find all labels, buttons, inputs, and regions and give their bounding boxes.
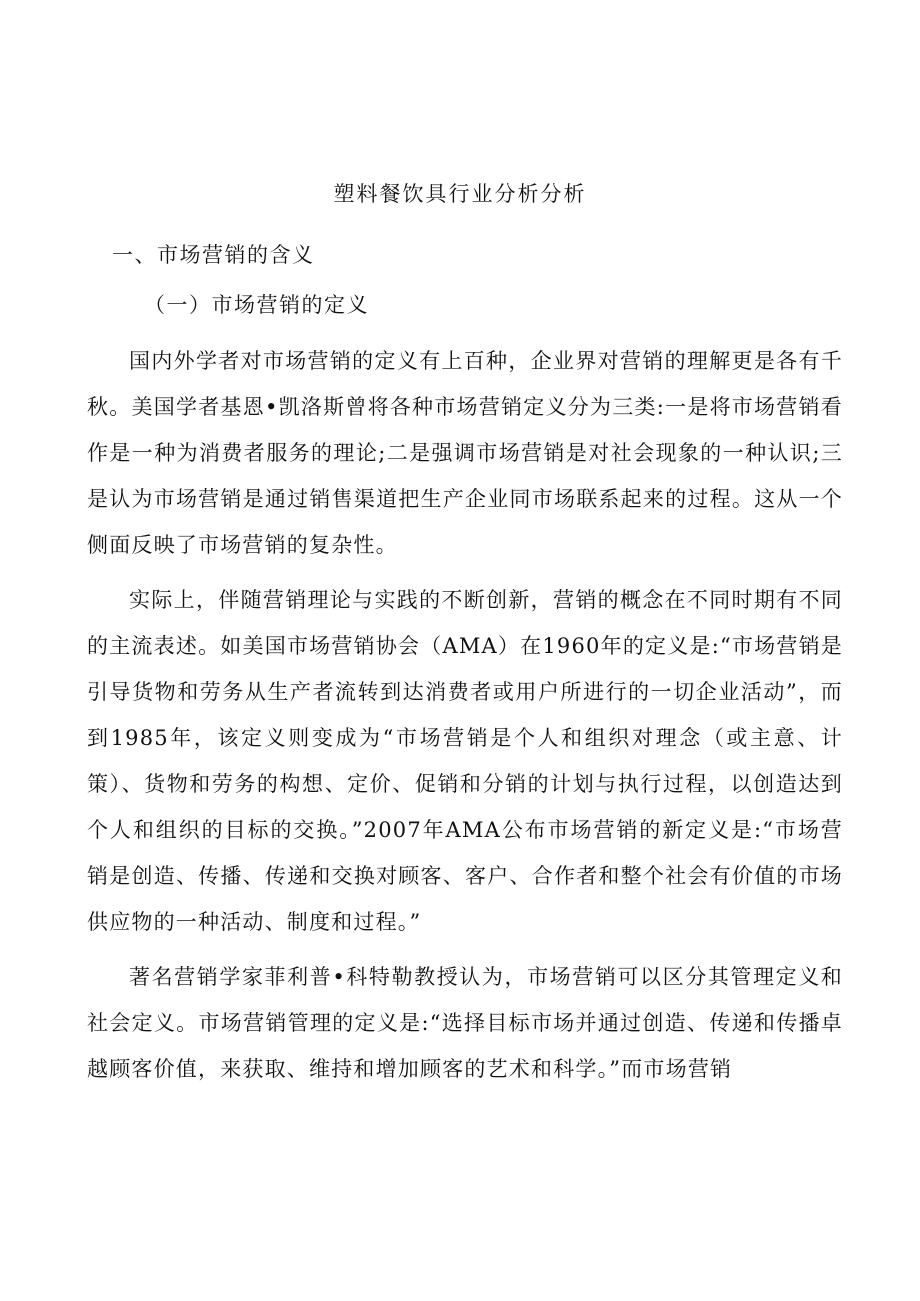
document-title: 塑料餐饮具行业分析分析	[333, 182, 587, 206]
paragraph-3: 著名营销学家菲利普•科特勒教授认为，市场营销可以区分其管理定义和社会定义。市场营销管理的定义是:“选择目标市场并通过创造、传递和传播卓越顾客价值，来获取、维持和增加顾客的艺术和科学。”而市场营销	[87, 965, 843, 1081]
section-heading: 一、市场营销的含义	[112, 243, 315, 267]
paragraph-1: 国内外学者对市场营销的定义有上百种，企业界对营销的理解更是各有千秋。美国学者基恩•凯洛斯曾将各种市场营销定义分为三类:一是将市场营销看作是一种为消费者服务的理论;二是强调市场营销是对社会现象的一种认识;三是认为市场营销是通过销售渠道把生产企业同市场联系起来的过程。这从一个侧面反映了市场营销的复杂性。	[87, 349, 843, 557]
subsection-heading: （一）市场营销的定义	[144, 293, 369, 317]
body-text	[87, 338, 843, 1101]
paragraph-2: 实际上，伴随营销理论与实践的不断创新，营销的概念在不同时期有不同的主流表述。如美国市场营销协会（AMA）在1960年的定义是:“市场营销是引导货物和劳务从生产者流转到达消费者或用户所进行的一切企业活动”，而到1985年，该定义则变成为“市场营销是个人和组织对理念（或主意、计策）、货物和劳务的构想、定价、促销和分销的计划与执行过程，以创造达到个人和组织的目标的交换。”2007年AMA公布市场营销的新定义是:“市场营销是创造、传播、传递和交换对顾客、客户、合作者和整个社会有价值的市场供应物的一种活动、制度和过程。”	[87, 588, 843, 934]
